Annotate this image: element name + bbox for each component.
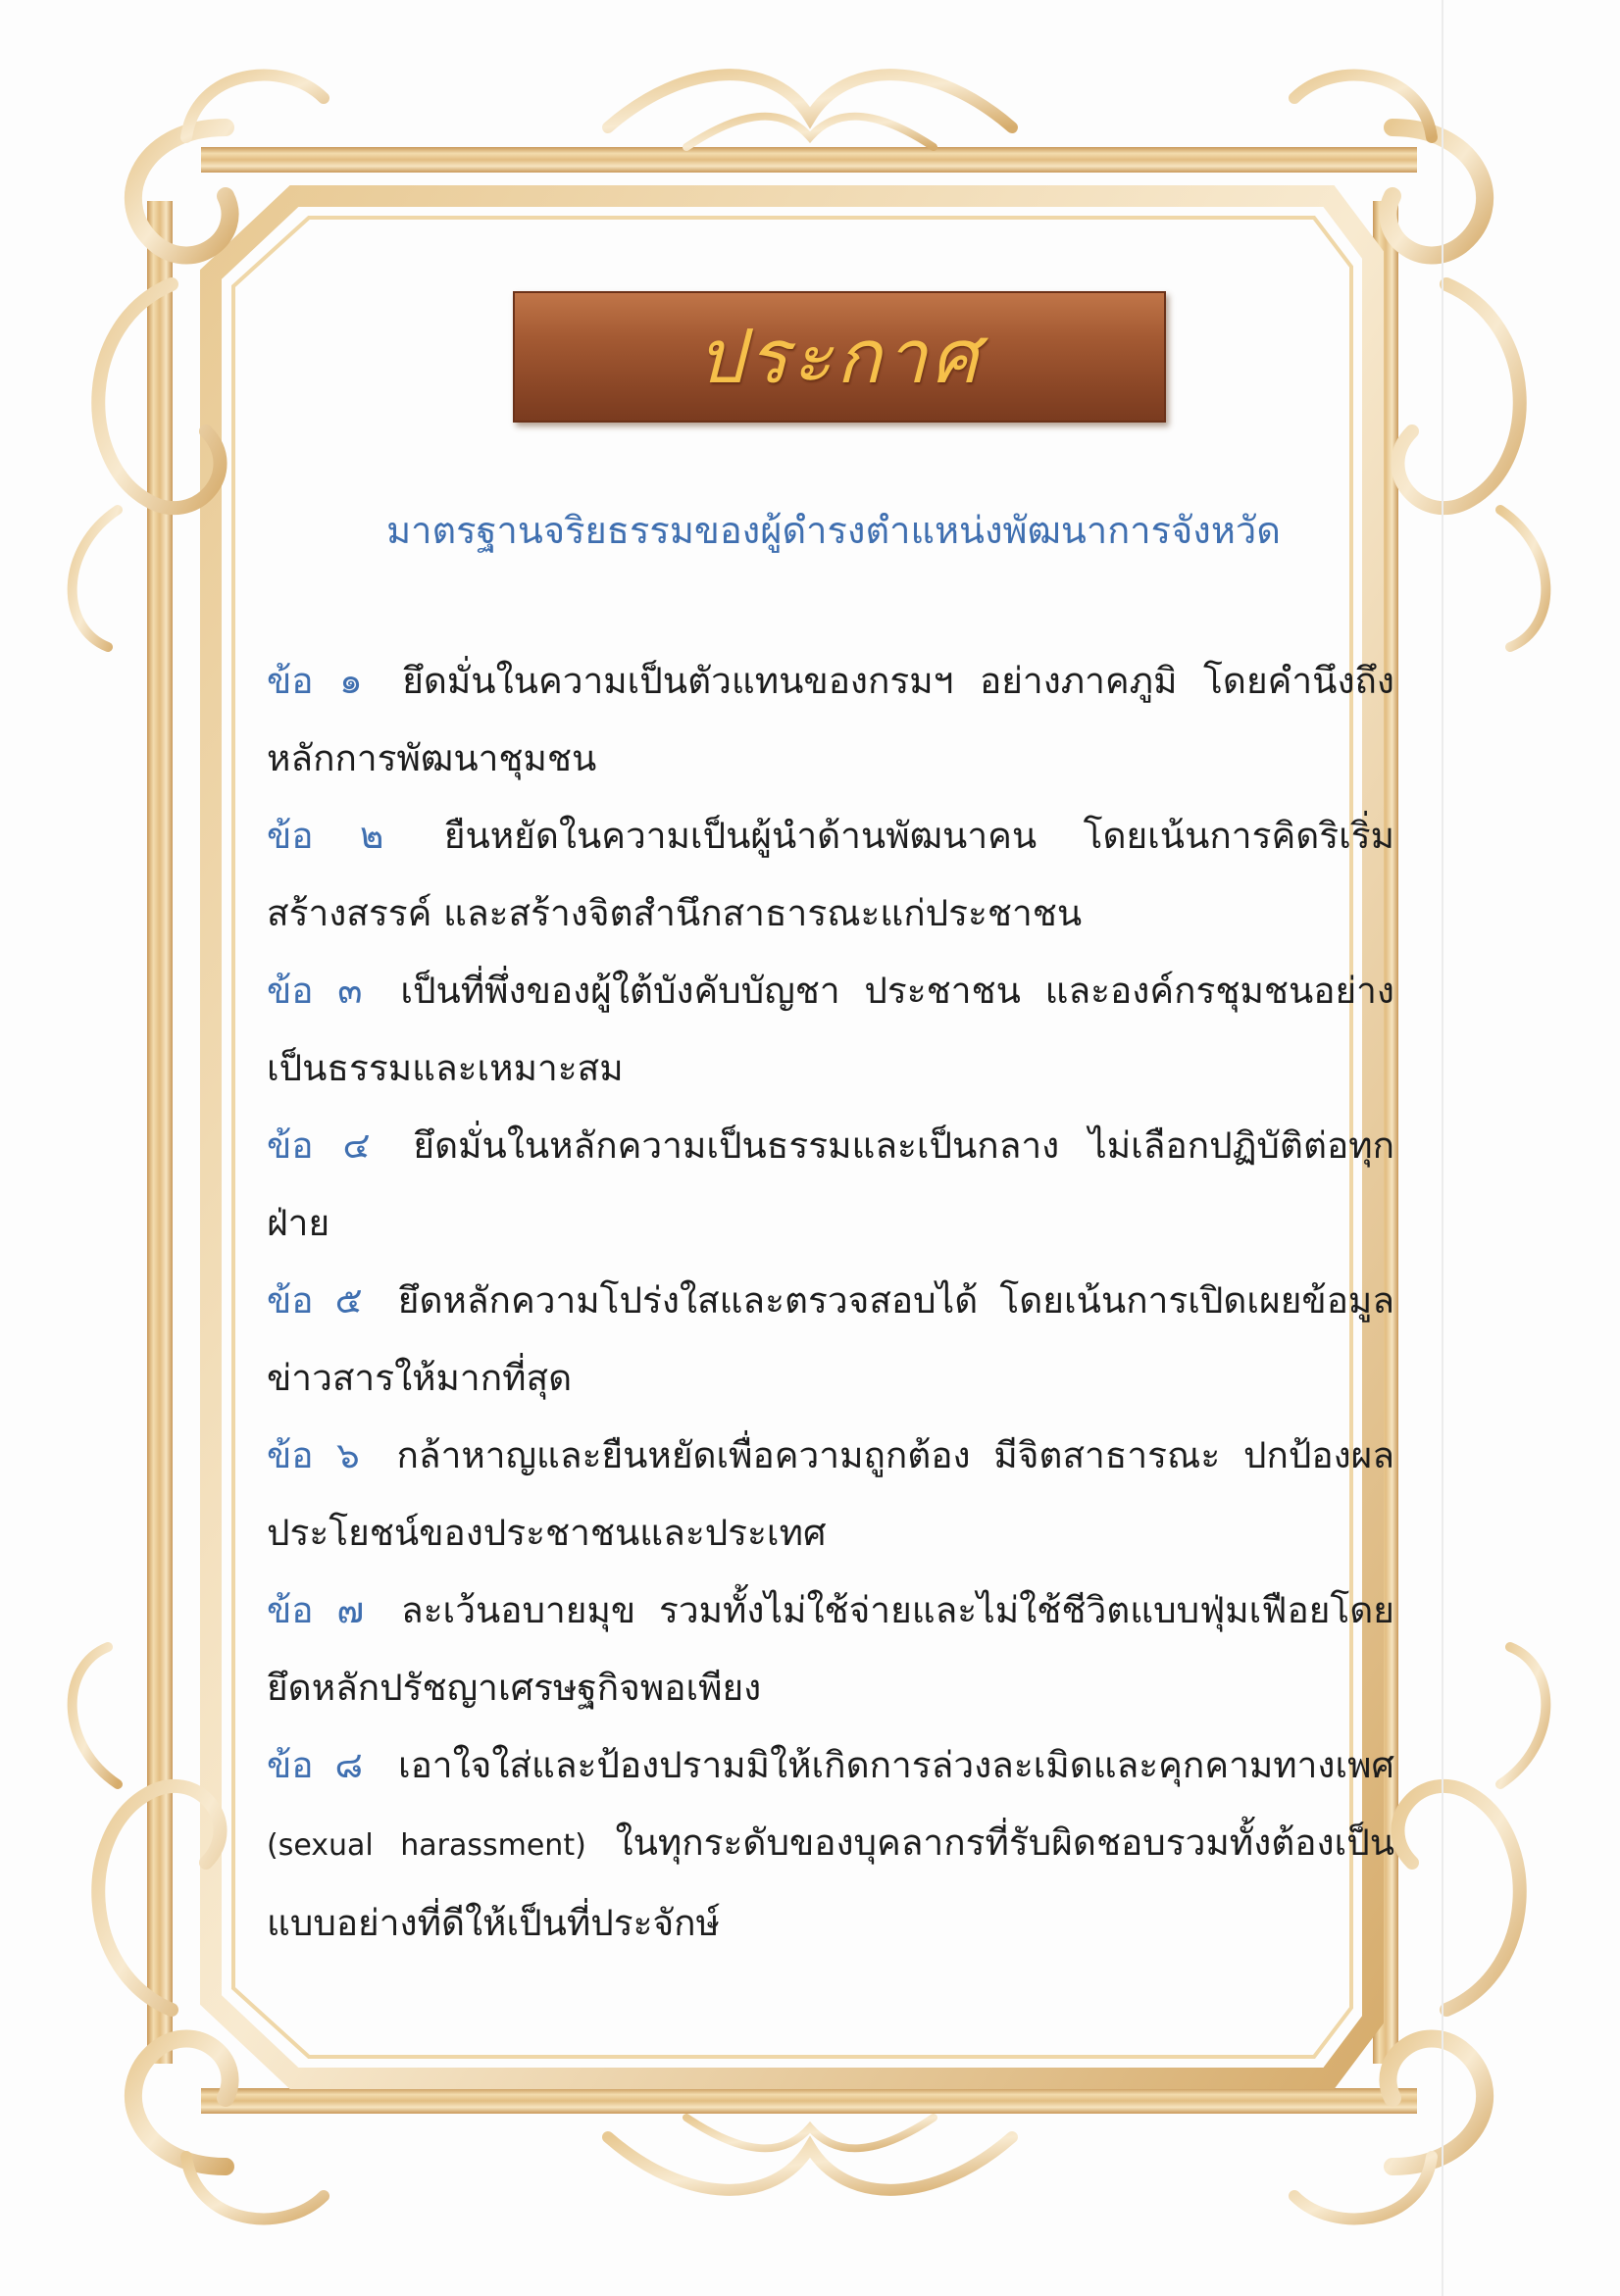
clause-text: เป็นที่พึ่งของผู้ใต้บังคับบัญชา ประชาชน และองค์กรชุมชนอย่างเป็นธรรมและเหมาะสม	[267, 970, 1394, 1089]
clause-2	[267, 797, 1394, 952]
clause-label: ข้อ ๗	[267, 1589, 365, 1631]
clause-text-english: (sexual harassment)	[267, 1828, 586, 1863]
clause-3	[267, 952, 1394, 1107]
clause-label: ข้อ ๕	[267, 1279, 363, 1322]
clause-text: ยึดมั่นในความเป็นตัวแทนของกรมฯ อย่างภาคภูมิ โดยคำนึงถึงหลักการพัฒนาชุมชน	[267, 660, 1394, 779]
clause-label: ข้อ ๓	[267, 970, 363, 1012]
clause-text: ยืนหยัดในความเป็นผู้นำด้านพัฒนาคน โดยเน้นการคิดริเริ่มสร้างสรรค์ และสร้างจิตสำนึกสาธารณะแก่ประชาชน	[267, 815, 1395, 934]
clause-text: กล้าหาญและยืนหยัดเพื่อความถูกต้อง มีจิตสาธารณะ ปกป้องผลประโยชน์ของประชาชนและประเทศ	[267, 1434, 1394, 1554]
clause-5	[267, 1262, 1394, 1417]
clause-1	[267, 642, 1394, 797]
clause-label: ข้อ ๘	[267, 1744, 363, 1786]
title-banner	[513, 291, 1166, 423]
top-center-flourish	[608, 75, 1012, 147]
page-title: ประกาศ	[696, 313, 983, 400]
page-edge-line	[1442, 0, 1443, 2296]
bottom-center-flourish	[608, 2118, 1012, 2190]
frame-bottom-band	[201, 2088, 1417, 2114]
clause-text: ในทุกระดับของบุคลากรที่รับผิดชอบรวมทั้งต้องเป็นแบบอย่างที่ดีให้เป็นที่ประจักษ์	[267, 1822, 1395, 1944]
clause-label: ข้อ ๔	[267, 1124, 371, 1167]
clause-4	[267, 1107, 1394, 1262]
clause-text: ยึดหลักความโปร่งใสและตรวจสอบได้ โดยเน้นการเปิดเผยข้อมูลข่าวสารให้มากที่สุด	[267, 1279, 1394, 1399]
clause-label: ข้อ ๖	[267, 1434, 360, 1476]
clause-label: ข้อ ๒	[267, 815, 384, 857]
frame-top-band	[201, 147, 1417, 173]
clause-text: เอาใจใส่และป้องปรามมิให้เกิดการล่วงละเมิดและคุกคามทางเพศ	[397, 1744, 1394, 1786]
clause-7	[267, 1572, 1394, 1726]
clause-text: ละเว้นอบายมุข รวมทั้งไม่ใช้จ่ายและไม่ใช้ชีวิตแบบฟุ่มเฟือยโดยยึดหลักปรัชญาเศรษฐกิจพอเพียง	[267, 1589, 1394, 1709]
clause-6	[267, 1417, 1394, 1572]
clause-list	[267, 642, 1394, 1962]
clause-text: ยึดมั่นในหลักความเป็นธรรมและเป็นกลาง ไม่เลือกปฏิบัติต่อทุกฝ่าย	[267, 1124, 1394, 1244]
clause-8	[267, 1726, 1394, 1962]
page-subtitle: มาตรฐานจริยธรรมของผู้ดำรงตำแหน่งพัฒนาการจังหวัด	[386, 509, 1281, 552]
clause-label: ข้อ ๑	[267, 660, 363, 702]
